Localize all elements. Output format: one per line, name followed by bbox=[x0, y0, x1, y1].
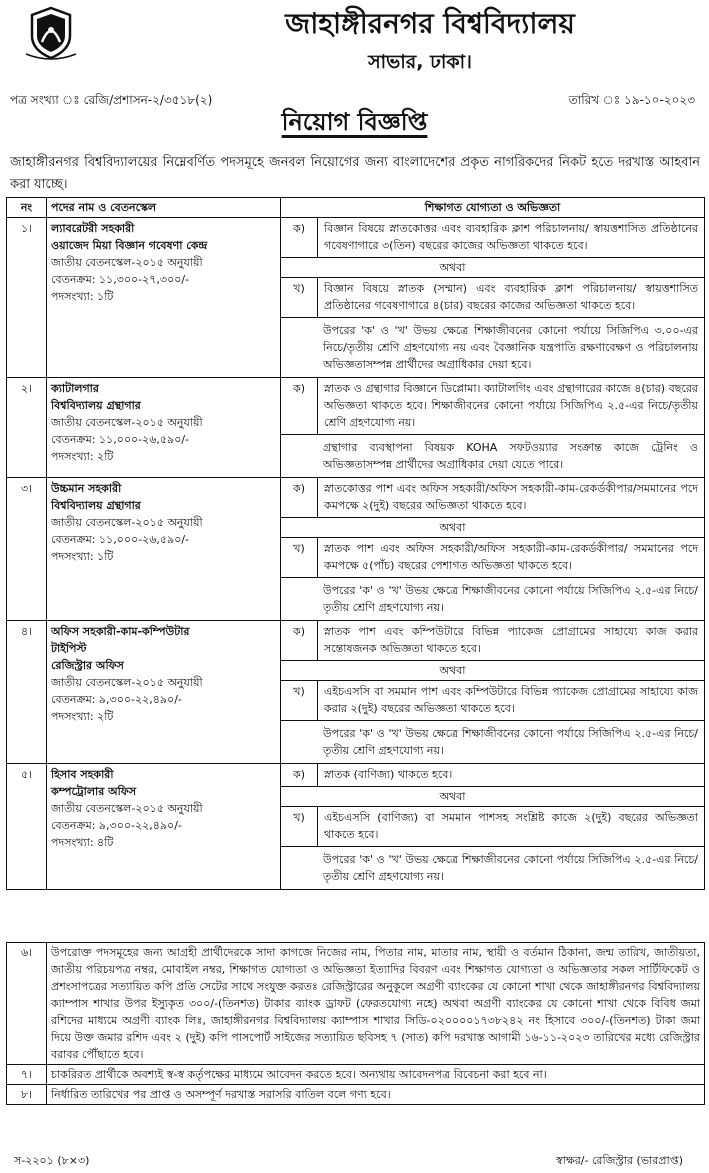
table-header-row bbox=[7, 198, 705, 218]
item-marker: খ) bbox=[293, 685, 305, 698]
post-title: ল্যাবরেটরী সহকারী bbox=[51, 222, 135, 235]
memo-number: পত্র সংখ্যা ঃ রেজি/প্রশাসন-২/৩৫১৮(২) bbox=[10, 93, 213, 107]
post-number: ২। bbox=[7, 378, 47, 478]
qualification-cell bbox=[281, 764, 705, 890]
post-title-cont: টাইপিস্ট bbox=[51, 642, 87, 655]
table-row bbox=[7, 478, 705, 621]
post-title: হিসাব সহকারী bbox=[51, 768, 114, 781]
condition-number: ৮। bbox=[7, 1085, 47, 1105]
qualification-item bbox=[281, 218, 704, 258]
post-count: পদসংখ্যা: ১টি bbox=[51, 290, 114, 303]
item-marker: ক) bbox=[293, 625, 305, 638]
pay-range: বেতনক্রম: ৯,৩০০-২২,৪৯০/- bbox=[51, 693, 182, 706]
condition-text: চাকরিরত প্রার্থীকে অবশ্যই স্ব-স্ব কর্তৃপক্ষের মাধ্যমে আবেদন করতে হবে। অন্যথায় আবেদনপত্র বিবেচনা করা হবে না। bbox=[47, 1065, 705, 1085]
item-text: স্নাতক পাশ এবং কম্পিউটারে বিভিন্ন প্যাকেজ প্রোগ্রামের সাহায্যে কাজ করার সন্তোষজনক অভিজ্ঞতা থাকতে হবে। bbox=[317, 621, 704, 660]
qualification-note: গ্রন্থাগার ব্যবস্থাপনা বিষয়ক KOHA সফটওয়্যার সংক্রান্ত কাজে ট্রেনিং ও অভিজ্ঞতাসম্পন্ন প্রার্থীদের অগ্রাধিকার দেয়া যেতে পারে। bbox=[323, 441, 698, 471]
table-row bbox=[7, 378, 705, 478]
post-info bbox=[47, 218, 281, 378]
post-title: ক্যাটালগার bbox=[51, 382, 99, 395]
post-office: রেজিস্ট্রার অফিস bbox=[51, 659, 124, 672]
item-marker: খ) bbox=[293, 282, 305, 295]
item-text: স্নাতক পাশ এবং অফিস সহকারী/অফিস সহকারী-কাম-রেকর্ডকীপার/ সমমানের পদে কমপক্ষে ৫(পাঁচ) বছরের পেশাগত অভিজ্ঞতা থাকতে হবে। bbox=[317, 538, 704, 577]
table-row bbox=[7, 621, 705, 764]
post-title: উচ্চমান সহকারী bbox=[51, 482, 122, 495]
intro-paragraph: জাহাঙ্গীরনগর বিশ্ববিদ্যালয়ের নিম্নেবর্ণিত পদসমূহে জনবল নিয়োগের জন্য বাংলাদেশের প্রকৃত নাগরিকদের নিকট হতে দরখাস্ত আহবান করা যাচ্ছে। bbox=[10, 155, 700, 192]
university-logo-icon bbox=[20, 6, 82, 62]
qualification-note: উপরের 'ক' ও 'খ' উভয় ক্ষেত্রে শিক্ষাজীবনের কোনো পর্যায়ে সিজিপিএ ৩.০০-এর নিচে/তৃতীয় শ্রেণি গ্রহণযোগ্য নয় এবং বৈজ্ঞানিক যন্ত্রপাতি রক্ষণাবেক্ষণ ও পরিচালনায় অভিজ্ঞতাসম্পন্ন প্রার্থীদের অগ্রাধিকার দেয়া হবে। bbox=[323, 324, 698, 371]
post-number: ১। bbox=[7, 218, 47, 378]
condition-row bbox=[7, 1085, 705, 1105]
qualification-cell bbox=[281, 621, 705, 764]
condition-text: নির্ধারিত তারিখের পর প্রাপ্ত ও অসম্পূর্ণ দরখাস্ত সরাসরি বাতিল বলে গণ্য হবে। bbox=[47, 1085, 705, 1105]
university-location: সাভার, ঢাকা। bbox=[368, 51, 472, 73]
header-qualification: শিক্ষাগত যোগ্যতা ও অভিজ্ঞতা bbox=[281, 198, 705, 218]
signature-line: স্বাক্ষর/- রেজিস্ট্রার (ভারপ্রাপ্ত) bbox=[555, 1154, 683, 1167]
condition-row bbox=[7, 943, 705, 1065]
post-number: ৩। bbox=[7, 478, 47, 621]
pay-range: বেতনক্রম: ১১,৩০০-২৭,৩০০/- bbox=[51, 273, 190, 286]
table-row bbox=[7, 218, 705, 378]
pay-scale: জাতীয় বেতনস্কেল-২০১৫ অনুযায়ী bbox=[51, 516, 203, 529]
pay-range: বেতনক্রম: ১১,০০০-২৬,৫৯০/- bbox=[51, 433, 190, 446]
item-marker: ক) bbox=[293, 382, 305, 395]
or-separator: অথবা bbox=[439, 521, 466, 534]
or-separator: অথবা bbox=[439, 664, 466, 677]
qualification-item bbox=[281, 764, 704, 787]
qualification-item bbox=[281, 478, 704, 518]
item-marker: খ) bbox=[293, 811, 305, 824]
pay-range: বেতনক্রম: ১১,০০০-২৬,৫৯০/- bbox=[51, 533, 190, 546]
item-marker: খ) bbox=[293, 542, 305, 555]
item-marker: ক) bbox=[293, 482, 305, 495]
condition-number: ৬। bbox=[7, 943, 47, 1065]
title-text: নিয়োগ বিজ্ঞপ্তি bbox=[281, 108, 428, 136]
item-text: স্নাতক (বাণিজ্য) থাকতে হবে। bbox=[317, 764, 704, 786]
condition-number: ৭। bbox=[7, 1065, 47, 1085]
post-title: অফিস সহকারী-কাম-কম্পিউটার bbox=[51, 625, 190, 638]
pay-scale: জাতীয় বেতনস্কেল-২০১৫ অনুযায়ী bbox=[51, 256, 203, 269]
qualification-item bbox=[281, 680, 704, 721]
condition-text: উপরোক্ত পদসমূহের জন্য আগ্রহী প্রার্থীদেরকে সাদা কাগজে নিজের নাম, পিতার নাম, মাতার নাম, স্থায়ী ও বর্তমান ঠিকানা, জন্ম তারিখ, জাতীয়তা, জাতীয় পরিচয়পত্র নম্বর, মোবাইল নম্বর, শিক্ষাগত যোগ্যতা ও অভিজ্ঞতা ইত্যাদির বিবরণ এবং শিক্ষাগত যোগ্যতা ও অভিজ্ঞতার সকল সার্টিফিকেট ও প্রশংসাপত্রের সত্যায়িত কপি প্রতি সেটের সাথে সংযুক্ত করতঃ রেজিস্ট্রারের অনুকূলে অগ্রণী ব্যাংকের যে কোনো শাখা থেকে জাহাঙ্গীরনগর বিশ্ববিদ্যালয় ক্যাম্পাস শাখার উপর ইস্যুকৃত ৩০০/-(তিনশত) টাকার ব্যাংক ড্রাফট (ফেরতযোগ্য নহে) অথবা অগ্রণী ব্যাংকের যে কোনো শাখা থেকে বিবিধ জমা রশিদের মাধ্যমে অগ্রণী ব্যাংক লিঃ, জাহাঙ্গীরনগর বিশ্ববিদ্যালয় ক্যাম্পাস শাখার সিডি-০২০০০০১৭৩৮২৪২ নং হিসাবে ৩০০/-(তিনশত) টাকা জমা দিয়ে উক্ত জমার রশিদ এবং ২ (দুই) কপি পাসপোর্ট সাইজের সত্যায়িত ছবিসহ ৭ (সাত) কপি দরখাস্ত আগামী ১৬-১১-২০২৩ তারিখের মধ্যে রেজিস্ট্রার বরাবর পৌঁছাতে হবে। bbox=[47, 943, 705, 1065]
posts-table bbox=[6, 197, 705, 890]
qualification-item bbox=[281, 537, 704, 578]
qualification-cell bbox=[281, 378, 705, 478]
notice-date: তারিখ ঃ ১৯-১০-২০২৩ bbox=[568, 93, 695, 107]
qualification-note: উপরের 'ক' ও 'খ' উভয় ক্ষেত্রে শিক্ষাজীবনের কোনো পর্যায়ে সিজিপিএ ২.৫-এর নিচে/তৃতীয় শ্রেণি গ্রহণযোগ্য নয়। bbox=[323, 584, 698, 614]
post-number: ৪। bbox=[7, 621, 47, 764]
post-office: ওয়াজেদ মিয়া বিজ্ঞান গবেষণা কেন্দ্র bbox=[51, 239, 208, 252]
item-text: এইচএসসি বা সমমান পাশ এবং কম্পিউটারে বিভিন্ন প্যাকেজ প্রোগ্রামের সাহায্যে কাজ করার ২(দুই) বছরের অভিজ্ঞতা থাকতে হবে। bbox=[317, 681, 704, 720]
item-marker: ক) bbox=[293, 222, 305, 235]
qualification-cell bbox=[281, 478, 705, 621]
or-separator: অথবা bbox=[439, 790, 466, 803]
item-text: স্নাতক ও গ্রন্থাগার বিজ্ঞানে ডিপ্লোমা। ক্যাটালগিং এবং গ্রন্থাগারের কাজে ৪(চার) বছরের অভিজ্ঞতা থাকতে হবে। শিক্ষাজীবনের কোনো পর্যায়ে সিজিপিএ ২.৫-এর নিচে/তৃতীয় শ্রেণি গ্রহণযোগ্য নয়। bbox=[317, 378, 704, 434]
table-row bbox=[7, 764, 705, 890]
item-marker: ক) bbox=[293, 768, 305, 781]
post-number: ৫। bbox=[7, 764, 47, 890]
header-post: পদের নাম ও বেতনস্কেল bbox=[47, 198, 281, 218]
pay-scale: জাতীয় বেতনস্কেল-২০১৫ অনুযায়ী bbox=[51, 416, 203, 429]
university-name: জাহাঙ্গীরনগর বিশ্ববিদ্যালয় bbox=[285, 7, 575, 40]
pay-scale: জাতীয় বেতনস্কেল-২০১৫ অনুযায়ী bbox=[51, 802, 203, 815]
item-text: এইচএসসি (বাণিজ্য) বা সমমান পাশসহ সংশ্লিষ্ট কাজে ২(দুই) বছরের অভিজ্ঞতা থাকতে হবে। bbox=[317, 807, 704, 846]
post-office: কম্পট্রোলার অফিস bbox=[51, 785, 137, 798]
post-office: বিশ্ববিদ্যালয় গ্রন্থাগার bbox=[51, 399, 141, 412]
qualification-item bbox=[281, 378, 704, 435]
qualification-item bbox=[281, 806, 704, 847]
qualification-item bbox=[281, 277, 704, 318]
header-no: নং bbox=[7, 198, 47, 218]
qualification-item bbox=[281, 621, 704, 661]
reference-code: স-২২০১ (৮×৩) bbox=[14, 1154, 90, 1167]
post-info bbox=[47, 764, 281, 890]
conditions-table bbox=[6, 942, 705, 1105]
pay-scale: জাতীয় বেতনস্কেল-২০১৫ অনুযায়ী bbox=[51, 676, 203, 689]
page-title bbox=[0, 104, 709, 144]
post-office: বিশ্ববিদ্যালয় গ্রন্থাগার bbox=[51, 499, 141, 512]
or-separator: অথবা bbox=[439, 261, 466, 274]
qualification-cell bbox=[281, 218, 705, 378]
post-count: পদসংখ্যা: ২টি bbox=[51, 450, 114, 463]
item-text: স্নাতকোত্তর পাশ এবং অফিস সহকারী/অফিস সহকারী-কাম-রেকর্ডকীপার/সমমানের পদে কমপক্ষে ২(দুই) বছরের অভিজ্ঞতা থাকতে হবে। bbox=[317, 478, 704, 517]
post-info bbox=[47, 378, 281, 478]
item-text: বিজ্ঞান বিষয়ে স্নাতক (সম্মান) এবং ব্যবহারিক ক্লাশ পরিচালনায়/ স্বায়ত্তশাসিত প্রতিষ্ঠানের গবেষণাগারে ৪(চার) বছরের কাজের অভিজ্ঞতা থাকতে হবে। bbox=[317, 278, 704, 317]
post-count: পদসংখ্যা: ২টি bbox=[51, 710, 114, 723]
post-count: পদসংখ্যা: ১টি bbox=[51, 550, 114, 563]
post-info bbox=[47, 478, 281, 621]
item-text: বিজ্ঞান বিষয়ে স্নাতকোত্তর এবং ব্যবহারিক ক্লাশ পরিচালনায়/ স্বায়ত্তশাসিত প্রতিষ্ঠানের গবেষণাগারে ৩(তিন) বছরের কাজের অভিজ্ঞতা থাকতে হবে। bbox=[317, 218, 704, 257]
qualification-note: উপরের 'ক' ও 'খ' উভয় ক্ষেত্রে শিক্ষাজীবনের কোনো পর্যায়ে সিজিপিএ ২.৫-এর নিচে/তৃতীয় শ্রেণি গ্রহণযোগ্য নয়। bbox=[323, 853, 698, 883]
condition-row bbox=[7, 1065, 705, 1085]
pay-range: বেতনক্রম: ৯,৩০০-২২,৪৯০/- bbox=[51, 819, 182, 832]
post-count: পদসংখ্যা: ৪টি bbox=[51, 836, 114, 849]
post-info bbox=[47, 621, 281, 764]
qualification-note: উপরের 'ক' ও 'খ' উভয় ক্ষেত্রে শিক্ষাজীবনের কোনো পর্যায়ে সিজিপিএ ২.৫-এর নিচে/তৃতীয় শ্রেণি গ্রহণযোগ্য নয়। bbox=[323, 727, 698, 757]
